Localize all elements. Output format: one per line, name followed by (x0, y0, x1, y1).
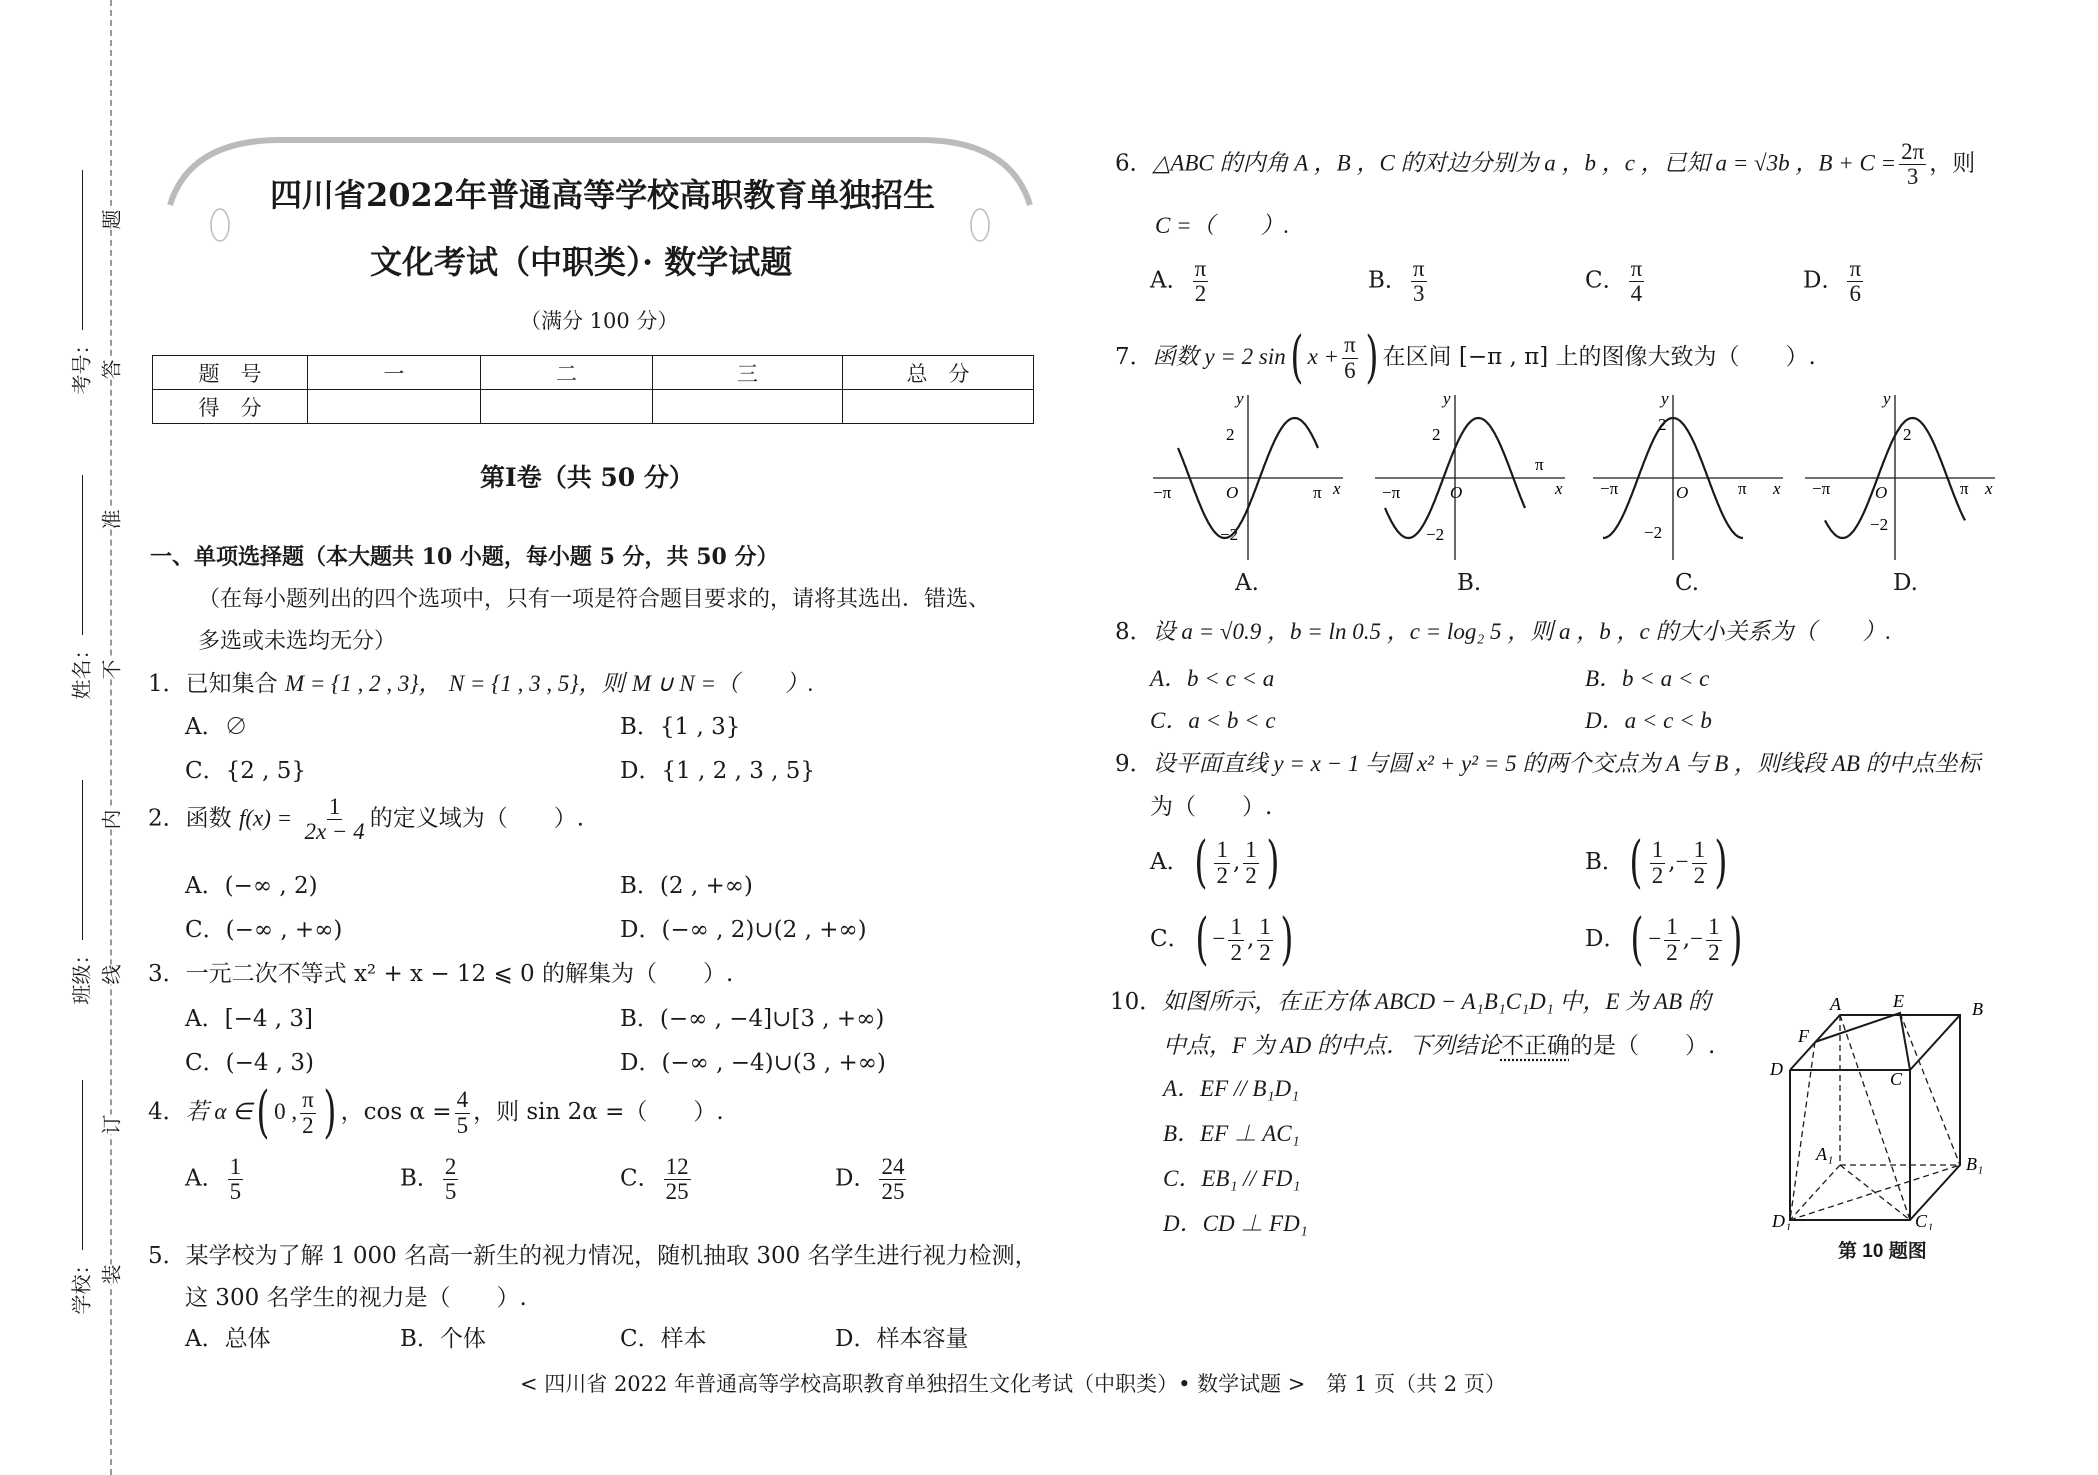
question-stem: 中点，F 为 AD 的中点．下列结论不正确的是（ ）. (1163, 1033, 1716, 1059)
question-stem: 一元二次不等式 x² + x − 12 ⩽ 0 的解集为（ ）. (185, 961, 734, 987)
question-1 (148, 665, 814, 698)
svg-text:−2: −2 (1870, 515, 1889, 534)
question-number: 3． (148, 961, 186, 987)
score-table (152, 355, 1034, 424)
option-d[interactable]: D．样本容量 (835, 1326, 969, 1352)
school-label: 学校： (69, 1254, 94, 1315)
graph-b[interactable] (1370, 390, 1570, 565)
svg-text:A₁: A₁ (1816, 1144, 1834, 1164)
score-table-header: 一 (308, 356, 481, 390)
page-title: 四川省2022年普通高等学校高职教育单独招生 (270, 176, 936, 214)
graph-d[interactable] (1800, 390, 2000, 565)
option-c[interactable]: C．样本 (620, 1326, 707, 1352)
question-number: 9． (1115, 751, 1153, 777)
svg-text:π: π (1738, 479, 1747, 498)
full-score: （满分 100 分） (520, 309, 679, 333)
part-title: 一、单项选择题（本大题共 10 小题，每小题 5 分，共 50 分） (150, 544, 779, 570)
question-3 (148, 955, 733, 988)
option-b[interactable]: B． $\frac{2}{5}$ (400, 1154, 457, 1205)
question-9 (1115, 745, 1981, 778)
binding-mark: 线 (96, 965, 125, 985)
question-stem: ，则 sin 2α =（ ）. (473, 1099, 724, 1125)
question-stem: C =（ ）. (1155, 213, 1290, 238)
question-stem: ，则 (1929, 150, 1976, 177)
question-stem: 若 α ∈ (185, 1099, 253, 1124)
option-b[interactable]: B．( $\frac{1}{2}$ ,− $\frac{1}{2}$ ) (1585, 830, 1728, 895)
graph-c[interactable] (1588, 390, 1788, 565)
graph-label: A. (1235, 570, 1259, 596)
svg-text:−π: −π (1600, 479, 1619, 498)
score-table-header: 二 (481, 356, 653, 390)
option-c[interactable]: C．{2 , 5} (185, 758, 307, 784)
binding-mark: 答 (96, 360, 125, 380)
option-a[interactable]: A． $\frac{\pi}{2}$ (1150, 256, 1207, 307)
score-cell (653, 390, 843, 424)
question-stem: 如图所示，在正方体 ABCD − A₁B₁C₁D₁ 中，E 为 AB 的 (1162, 989, 1711, 1014)
option-c[interactable]: C．EB₁ // FD₁ (1163, 1166, 1301, 1191)
question-10 (1110, 983, 1711, 1016)
option-a[interactable]: A．总体 (185, 1326, 271, 1352)
option-b[interactable]: B． $\frac{\pi}{3}$ (1368, 256, 1425, 307)
union-expr: M ∪ N =（ ）. (631, 671, 814, 696)
option-a[interactable]: A．EF // B₁D₁ (1163, 1076, 1300, 1101)
question-number: 6． (1115, 150, 1153, 177)
name-line (82, 475, 83, 635)
question-stem: △ABC 的内角 A ，B ，C 的对边分别为 a ，b ，c ，已知 a = √3b ，B + C = (1152, 150, 1897, 176)
section-title: 第Ⅰ卷（共 50 分） (480, 463, 694, 492)
emphasis-dotted: 不正确 (1500, 1033, 1570, 1059)
option-c[interactable]: C．(−4 , 3) (185, 1050, 315, 1076)
svg-text:O: O (1875, 483, 1888, 502)
question-stem: 这 300 名学生的视力是（ ）. (185, 1285, 527, 1311)
question-number: 10． (1110, 989, 1163, 1015)
svg-text:y: y (1443, 390, 1451, 408)
score-table-header: 题 号 (153, 356, 308, 390)
option-b[interactable]: B．{1 , 3} (620, 714, 741, 740)
binding-mark: 订 (96, 1115, 125, 1135)
option-c[interactable]: C．( − $\frac{1}{2}$ , $\frac{1}{2}$ ) (1150, 907, 1294, 972)
option-a[interactable]: A．∅ (185, 714, 248, 740)
class-line (82, 780, 83, 940)
question-stem: 函数 (185, 805, 232, 832)
option-d[interactable]: D．(−∞ , 2)∪(2 , +∞) (620, 917, 867, 943)
svg-text:O: O (1226, 483, 1239, 502)
fraction: $\frac{\pi}{2}$ (302, 1087, 314, 1138)
graph-label: B. (1457, 570, 1482, 596)
svg-text:2: 2 (1226, 425, 1235, 444)
score-cell (481, 390, 653, 424)
graph-label: D. (1893, 570, 1918, 596)
option-d[interactable]: D．(−∞ , −4)∪(3 , +∞) (620, 1050, 886, 1076)
option-a[interactable]: A．b < c < a (1150, 666, 1275, 691)
option-c[interactable]: C． $\frac{12}{25}$ (620, 1154, 689, 1205)
svg-text:π: π (1960, 479, 1969, 498)
svg-text:B₁: B₁ (1966, 1154, 1984, 1174)
graph-a[interactable] (1148, 390, 1348, 565)
score-table-header: 总 分 (843, 356, 1034, 390)
svg-text:F: F (1798, 1026, 1809, 1046)
page-subtitle: 文化考试（中职类）· 数学试题 (370, 243, 793, 281)
binding-mark: 装 (96, 1265, 125, 1285)
svg-text:y: y (1236, 390, 1244, 408)
question-5 (148, 1237, 1038, 1270)
cube-figure (1760, 995, 2000, 1230)
option-d[interactable]: D． $\frac{24}{25}$ (835, 1154, 905, 1205)
option-b[interactable]: B．b < a < c (1585, 666, 1710, 691)
question-7: 7．函数 y = 2 sin( x + $\frac{\pi}{6}$ ) 在区间 [−π , π] 上的图像大致为（ ）. (1115, 325, 1816, 390)
svg-text:B: B (1972, 999, 1983, 1019)
svg-text:−π: −π (1812, 479, 1831, 498)
svg-text:C₁: C₁ (1915, 1211, 1934, 1230)
question-6: 6．△ABC 的内角 A ，B ，C 的对边分别为 a ，b ，c ，已知 a = √3b ，B + C = $\frac{2\pi}{3}$ ，则 (1115, 139, 1976, 190)
question-number: 7． (1115, 344, 1153, 370)
question-2 (148, 795, 584, 844)
binding-mark: 题 (96, 210, 125, 230)
exam-number-label: 考号： (69, 334, 94, 395)
question-stem: 设平面直线 y = x − 1 与圆 x² + y² = 5 的两个交点为 A 与 B ，则线段 AB 的中点坐标 (1152, 751, 1981, 776)
part-instructions: （在每小题列出的四个选项中，只有一项是符合题目要求的，请将其选出．错选、 (198, 587, 991, 612)
binding-mark: 不 (96, 660, 125, 680)
svg-text:D: D (1770, 1059, 1783, 1079)
svg-text:π: π (1535, 455, 1544, 474)
score-cell (308, 390, 481, 424)
option-d[interactable]: D．a < c < b (1585, 708, 1712, 733)
option-b[interactable]: B．个体 (400, 1326, 486, 1352)
option-c[interactable]: C．a < b < c (1150, 708, 1276, 733)
graph-label: C. (1675, 570, 1700, 596)
fraction: $\frac{1}{2x - 4}$ (304, 794, 365, 845)
score-table-row-label: 得 分 (153, 390, 308, 424)
svg-text:−2: −2 (1644, 523, 1663, 542)
question-stem: ，cos α = (340, 1099, 452, 1125)
question-8 (1115, 613, 1891, 646)
class-label: 班级： (69, 944, 94, 1005)
option-d[interactable]: D．( − $\frac{1}{2}$ ,− $\frac{1}{2}$ ) (1585, 907, 1743, 972)
svg-text:y: y (1661, 390, 1669, 408)
option-b[interactable]: B．(2 , +∞) (620, 873, 753, 899)
svg-text:x: x (1333, 479, 1341, 498)
question-number: 1． (148, 671, 186, 697)
option-c[interactable]: C．(−∞ , +∞) (185, 917, 343, 943)
option-d[interactable]: D．CD ⊥ FD₁ (1163, 1211, 1308, 1236)
svg-text:2: 2 (1658, 415, 1667, 434)
option-a[interactable]: A．[−4 , 3] (185, 1006, 314, 1032)
part-instructions: 多选或未选均无分） (198, 629, 397, 654)
question-stem: 设 a = √0.9 ，b = ln 0.5 ，c = log₂ 5 ，则 a ，b ，c 的大小关系为（ ）. (1152, 619, 1892, 644)
set-n: N = {1 , 3 , 5}，则 (448, 671, 625, 696)
svg-text:C: C (1890, 1069, 1903, 1089)
option-c[interactable]: C． $\frac{\pi}{4}$ (1585, 256, 1643, 307)
option-b[interactable]: B．(−∞ , −4]∪[3 , +∞) (620, 1006, 885, 1032)
score-cell (843, 390, 1034, 424)
question-number: 2． (148, 805, 186, 832)
svg-text:D₁: D₁ (1772, 1211, 1792, 1230)
question-number: 5． (148, 1243, 186, 1269)
question-stem: 已知集合 (185, 671, 278, 697)
svg-text:x: x (1555, 479, 1563, 498)
page-footer: < 四川省 2022 年普通高等学校高职教育单独招生文化考试（中职类）• 数学试题 > 第 1 页（共 2 页） (520, 1372, 1506, 1396)
name-label: 姓名： (69, 639, 94, 700)
function-label: f(x) = (238, 805, 293, 831)
svg-text:E: E (1893, 995, 1904, 1011)
option-d[interactable]: D． $\frac{\pi}{6}$ (1803, 256, 1862, 307)
svg-text:π: π (1313, 483, 1322, 502)
score-table-header: 三 (653, 356, 843, 390)
option-a[interactable]: A． $\frac{1}{5}$ (185, 1154, 242, 1205)
svg-text:2: 2 (1432, 425, 1441, 444)
exam-number-line (82, 170, 83, 330)
option-a[interactable]: A．(−∞ , 2) (185, 873, 318, 899)
svg-text:−π: −π (1382, 483, 1401, 502)
question-stem: 在区间 [−π , π] 上的图像大致为（ ）. (1382, 344, 1816, 370)
school-line (82, 1080, 83, 1250)
binding-mark: 内 (96, 810, 125, 830)
svg-text:y: y (1883, 390, 1891, 408)
question-stem: 的定义域为（ ）. (369, 805, 584, 832)
question-number: 4． (148, 1099, 186, 1125)
option-b[interactable]: B．EF ⊥ AC₁ (1163, 1121, 1300, 1146)
figure-caption: 第 10 题图 (1838, 1241, 1927, 1262)
svg-text:A: A (1830, 995, 1841, 1014)
svg-text:O: O (1676, 483, 1689, 502)
svg-text:2: 2 (1903, 425, 1912, 444)
svg-text:−π: −π (1153, 483, 1172, 502)
binding-mark: 准 (96, 510, 125, 530)
question-stem: 某学校为了解 1 000 名高一新生的视力情况，随机抽取 300 名学生进行视力检测， (185, 1243, 1038, 1269)
option-d[interactable]: D．{1 , 2 , 3 , 5} (620, 758, 816, 784)
svg-text:−2: −2 (1220, 525, 1239, 544)
question-number: 8． (1115, 619, 1153, 645)
option-a[interactable]: A．( $\frac{1}{2}$ , $\frac{1}{2}$ ) (1150, 830, 1280, 895)
svg-text:x: x (1773, 479, 1781, 498)
set-m: M = {1 , 2 , 3}， (284, 671, 442, 696)
fraction: $\frac{4}{5}$ (456, 1087, 469, 1138)
svg-text:x: x (1985, 479, 1993, 498)
svg-text:O: O (1450, 483, 1463, 502)
question-stem: 函数 y = 2 sin (1152, 344, 1286, 369)
question-stem: 为（ ）. (1150, 794, 1273, 820)
question-4: 4．若 α ∈( 0 , $\frac{\pi}{2}$ ) ，cos α = $\frac{4}{5}$ ，则 sin 2α =（ ）. (148, 1080, 724, 1145)
svg-text:−2: −2 (1426, 525, 1445, 544)
